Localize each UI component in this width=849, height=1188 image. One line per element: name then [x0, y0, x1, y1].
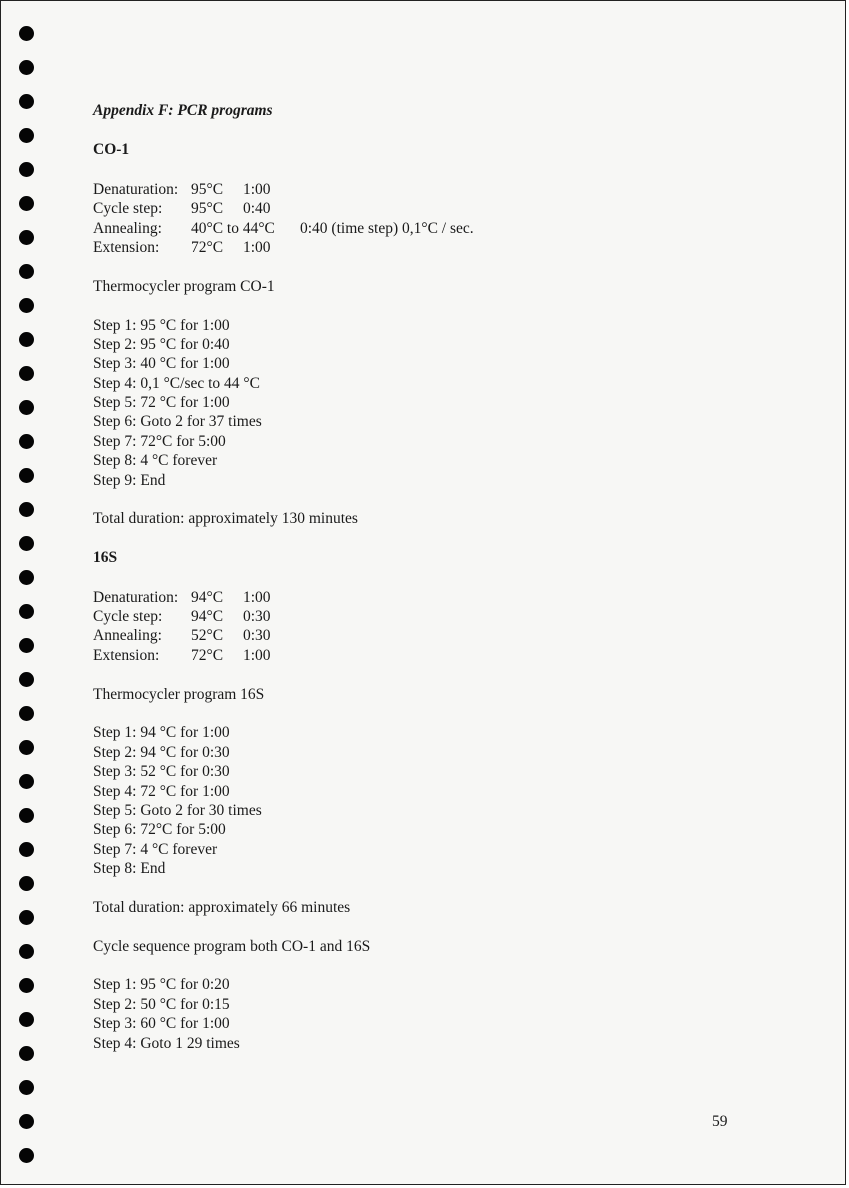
binder-hole	[19, 1114, 34, 1129]
binder-hole	[19, 536, 34, 551]
step-line: Step 6: 72°C for 5:00	[93, 821, 226, 839]
step-line: Step 6: Goto 2 for 37 times	[93, 413, 262, 431]
param-label: Annealing:	[93, 219, 162, 237]
step-line: Step 1: 94 °C for 1:00	[93, 724, 230, 742]
binder-hole	[19, 876, 34, 891]
binder-hole	[19, 570, 34, 585]
step-line: Step 3: 60 °C for 1:00	[93, 1015, 230, 1033]
binder-hole	[19, 910, 34, 925]
section-heading-co1: CO-1	[93, 141, 130, 159]
param-temp: 95°C	[191, 180, 224, 198]
binder-hole	[19, 978, 34, 993]
binder-hole	[19, 94, 34, 109]
param-temp: 95°C	[191, 200, 224, 218]
co1-step-list	[93, 316, 793, 491]
binder-hole	[19, 808, 34, 823]
step-line: Step 5: 72 °C for 1:00	[93, 394, 230, 412]
binder-hole	[19, 230, 34, 245]
16s-parameter-table	[93, 588, 793, 666]
binder-hole	[19, 604, 34, 619]
step-line: Step 4: 0,1 °C/sec to 44 °C	[93, 374, 260, 392]
param-time: 0:30	[243, 607, 271, 625]
step-line: Step 9: End	[93, 471, 166, 489]
appendix-title: Appendix F: PCR programs	[93, 102, 273, 119]
param-time: 0:40 (time step) 0,1°C / sec.	[300, 219, 474, 237]
param-temp: 40°C to 44°C	[191, 219, 275, 237]
param-time: 1:00	[243, 180, 271, 198]
binder-hole	[19, 162, 34, 177]
step-line: Step 7: 4 °C forever	[93, 840, 218, 858]
program-title-16s: Thermocycler program 16S	[93, 685, 265, 703]
param-temp: 94°C	[191, 607, 224, 625]
binder-hole	[19, 264, 34, 279]
total-duration-co1: Total duration: approximately 130 minutes	[93, 510, 358, 528]
param-time: 1:00	[243, 238, 271, 256]
binder-holes	[19, 26, 35, 1166]
param-label: Cycle step:	[93, 607, 163, 625]
param-time: 0:30	[243, 627, 271, 645]
param-time: 0:40	[243, 200, 271, 218]
binder-hole	[19, 774, 34, 789]
program-title-co1: Thermocycler program CO-1	[93, 277, 275, 295]
step-line: Step 2: 95 °C for 0:40	[93, 335, 230, 353]
step-line: Step 8: 4 °C forever	[93, 452, 218, 470]
param-time: 1:00	[243, 646, 271, 664]
param-row	[93, 607, 793, 626]
binder-hole	[19, 196, 34, 211]
binder-hole	[19, 638, 34, 653]
binder-hole	[19, 366, 34, 381]
step-line: Step 2: 50 °C for 0:15	[93, 995, 230, 1013]
param-temp: 52°C	[191, 627, 224, 645]
binder-hole	[19, 128, 34, 143]
step-line: Step 5: Goto 2 for 30 times	[93, 801, 262, 819]
param-temp: 94°C	[191, 588, 224, 606]
binder-hole	[19, 842, 34, 857]
binder-hole	[19, 502, 34, 517]
param-label: Cycle step:	[93, 200, 163, 218]
step-line: Step 3: 40 °C for 1:00	[93, 355, 230, 373]
binder-hole	[19, 740, 34, 755]
param-row	[93, 180, 793, 199]
binder-hole	[19, 1148, 34, 1163]
step-line: Step 4: 72 °C for 1:00	[93, 782, 230, 800]
param-label: Denaturation:	[93, 588, 179, 606]
param-row	[93, 646, 793, 665]
param-row	[93, 588, 793, 607]
binder-hole	[19, 468, 34, 483]
param-temp: 72°C	[191, 238, 224, 256]
section-heading-16s: 16S	[93, 549, 118, 567]
binder-hole	[19, 434, 34, 449]
param-row	[93, 626, 793, 645]
param-row	[93, 219, 793, 238]
binder-hole	[19, 298, 34, 313]
page-content	[93, 101, 793, 1053]
binder-hole	[19, 672, 34, 687]
step-line: Step 1: 95 °C for 0:20	[93, 976, 230, 994]
cycle-sequence-title: Cycle sequence program both CO-1 and 16S	[93, 937, 371, 955]
cycle-sequence-step-list	[93, 975, 793, 1053]
binder-hole	[19, 26, 34, 41]
param-label: Extension:	[93, 238, 160, 256]
binder-hole	[19, 332, 34, 347]
param-label: Annealing:	[93, 627, 162, 645]
co1-parameter-table	[93, 180, 793, 258]
step-line: Step 7: 72°C for 5:00	[93, 432, 226, 450]
binder-hole	[19, 1046, 34, 1061]
param-time: 1:00	[243, 588, 271, 606]
param-label: Extension:	[93, 646, 160, 664]
binder-hole	[19, 944, 34, 959]
param-label: Denaturation:	[93, 180, 179, 198]
param-row	[93, 238, 793, 257]
param-temp: 72°C	[191, 646, 224, 664]
binder-hole	[19, 60, 34, 75]
binder-hole	[19, 400, 34, 415]
page-number: 59	[712, 1113, 728, 1130]
binder-hole	[19, 706, 34, 721]
step-line: Step 3: 52 °C for 0:30	[93, 763, 230, 781]
step-line: Step 8: End	[93, 860, 166, 878]
param-row	[93, 199, 793, 218]
binder-hole	[19, 1012, 34, 1027]
step-line: Step 4: Goto 1 29 times	[93, 1034, 240, 1052]
binder-hole	[19, 1080, 34, 1095]
total-duration-16s: Total duration: approximately 66 minutes	[93, 898, 351, 916]
16s-step-list	[93, 723, 793, 878]
step-line: Step 1: 95 °C for 1:00	[93, 316, 230, 334]
step-line: Step 2: 94 °C for 0:30	[93, 743, 230, 761]
